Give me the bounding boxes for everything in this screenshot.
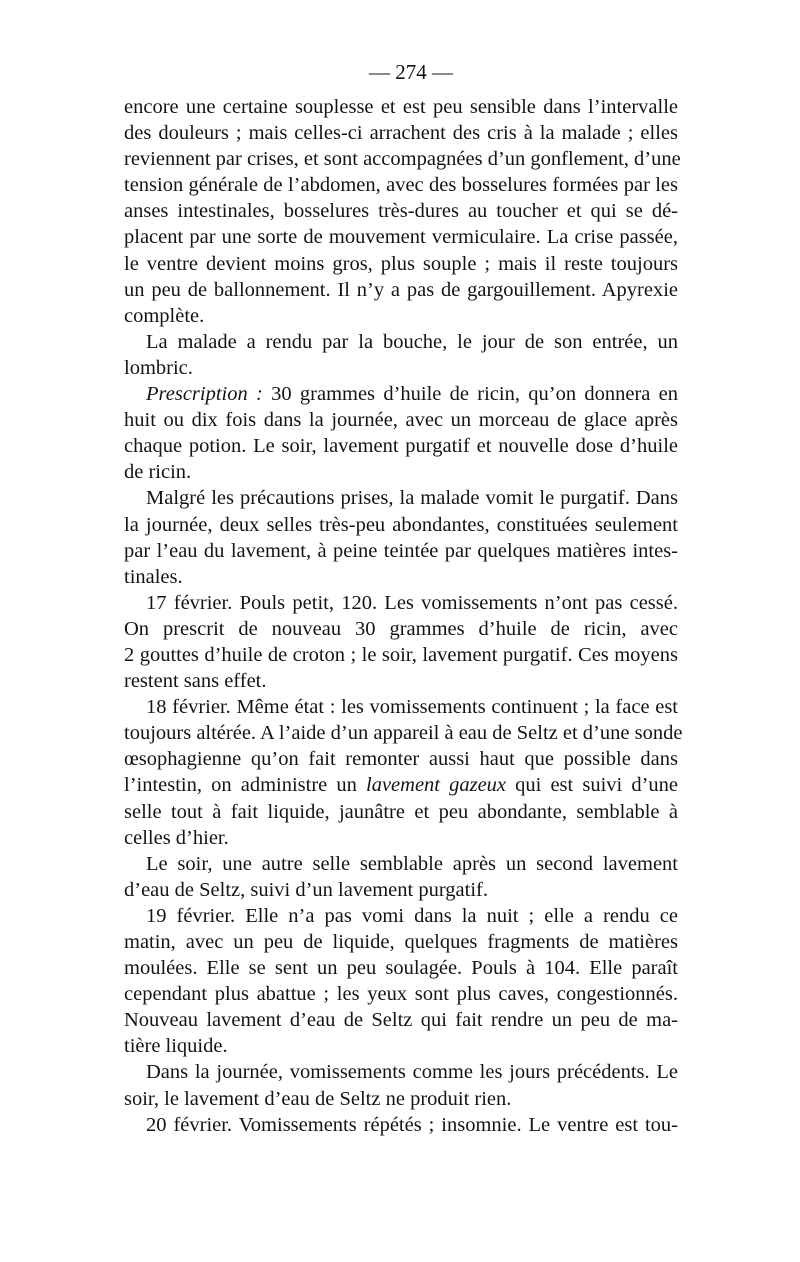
text-line: anses intestinales, bosselures très-dures au toucher et qui se dé-	[124, 200, 678, 223]
text-line: moulées. Elle se sent un peu soulagée. Pouls à 104. Elle paraît	[124, 957, 678, 980]
text-line: lombric.	[124, 356, 193, 379]
line-text: l’intestin, on administre un	[124, 774, 366, 797]
text-line: reviennent par crises, et sont accompagnées d’un gonflement, d’une	[124, 148, 681, 171]
text-line: huit ou dix fois dans la journée, avec un morceau de glace après	[124, 409, 678, 432]
text-line: 19 février. Elle n’a pas vomi dans la nuit ; elle a rendu ce	[146, 904, 678, 927]
text-line: tière liquide.	[124, 1035, 228, 1058]
text-line: 17 février. Pouls petit, 120. Les vomissements n’ont pas cessé.	[146, 591, 678, 614]
text-line: celles d’hier.	[124, 826, 229, 849]
text-line: la journée, deux selles très-peu abondantes, constituées seulement	[124, 513, 678, 536]
text-line: selle tout à fait liquide, jaunâtre et peu abondante, semblable à	[124, 800, 678, 823]
italic-term: lavement gazeux	[366, 774, 507, 797]
line-text: qui est suivi d’une	[506, 774, 678, 797]
text-line: Malgré les précautions prises, la malade vomit le purgatif. Dans	[146, 487, 678, 510]
text-line: soir, le lavement d’eau de Seltz ne produit rien.	[124, 1087, 512, 1110]
text-line: Le soir, une autre selle semblable après un second lavement	[146, 852, 678, 875]
text-line: tinales.	[124, 565, 183, 588]
body-text	[124, 94, 683, 1138]
line-text: 30 grammes d’huile de ricin, qu’on donnera en	[262, 383, 679, 406]
text-line: complète.	[124, 304, 205, 327]
text-line: œsophagienne qu’on fait remonter aussi haut que possible dans	[124, 748, 678, 771]
book-page	[124, 58, 683, 1138]
text-line: 18 février. Même état : les vomissements continuent ; la face est	[146, 696, 678, 719]
page-number: — 274 —	[369, 60, 453, 84]
text-line: encore une certaine souplesse et est peu sensible dans l’intervalle	[124, 96, 678, 118]
text-line: d’eau de Seltz, suivi d’un lavement purgatif.	[124, 878, 488, 901]
italic-term: Prescription :	[146, 383, 263, 406]
text-line: un peu de ballonnement. Il n’y a pas de gargouillement. Apyrexie	[124, 278, 678, 301]
text-line: toujours altérée. A l’aide d’un appareil à eau de Seltz et d’une sonde	[124, 722, 683, 745]
text-line: 2 gouttes d’huile de croton ; le soir, lavement purgatif. Ces moyens	[124, 643, 678, 666]
text-line: chaque potion. Le soir, lavement purgatif et nouvelle dose d’huile	[124, 435, 678, 458]
text-line: Dans la journée, vomissements comme les jours précédents. Le	[146, 1061, 678, 1084]
text-line: 20 février. Vomissements répétés ; insomnie. Le ventre est tou-	[146, 1113, 678, 1136]
text-line: cependant plus abattue ; les yeux sont plus caves, congestionnés.	[124, 983, 678, 1006]
text-line: tension générale de l’abdomen, avec des bosselures formées par les	[124, 174, 678, 197]
text-line: La malade a rendu par la bouche, le jour de son entrée, un	[146, 330, 678, 353]
text-line: Nouveau lavement d’eau de Seltz qui fait rendre un peu de ma-	[124, 1009, 678, 1032]
text-line: placent par une sorte de mouvement vermiculaire. La crise passée,	[124, 226, 678, 249]
text-line: des douleurs ; mais celles-ci arrachent des cris à la malade ; elles	[124, 122, 678, 145]
text-line	[124, 772, 678, 798]
text-line	[124, 381, 678, 407]
text-line: le ventre devient moins gros, plus souple ; mais il reste toujours	[124, 252, 678, 275]
text-line: de ricin.	[124, 461, 192, 484]
text-line: matin, avec un peu de liquide, quelques fragments de matières	[124, 931, 678, 953]
text-line: On prescrit de nouveau 30 grammes d’huile de ricin, avec	[124, 617, 678, 640]
text-line: par l’eau du lavement, à peine teintée par quelques matières intes-	[124, 539, 678, 562]
text-line: restent sans effet.	[124, 670, 267, 693]
